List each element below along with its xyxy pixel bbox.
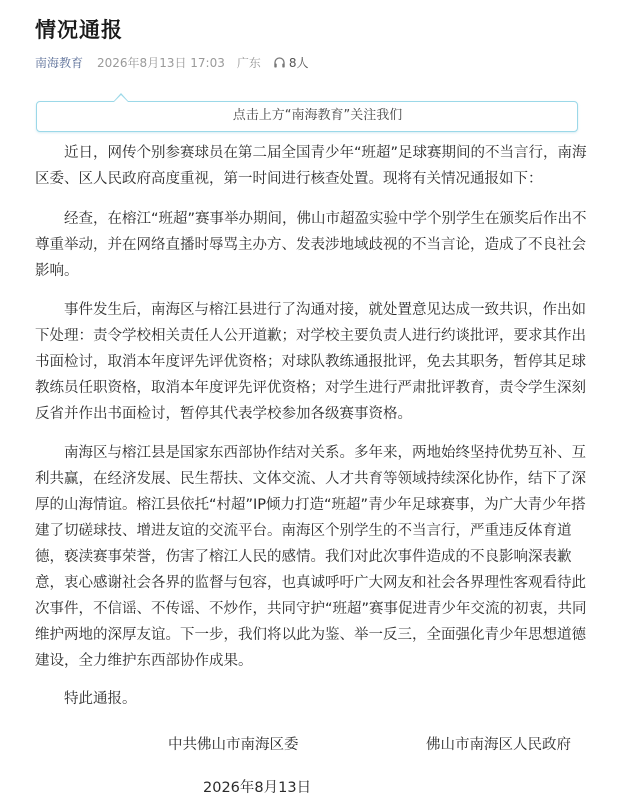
paragraph-2: [35, 206, 587, 284]
publish-location: 广东: [236, 55, 261, 70]
paragraph-line: 区委、区人民政府高度重视，第一时间进行核查处置。现将有关情况通报如下：: [35, 171, 543, 187]
paragraph-line: 经查，在榕江“班超”赛事举办期间，佛山市超盈实验中学个别学生在颁奖后作出不: [64, 211, 587, 227]
signature-left: 中共佛山市南海区委: [168, 737, 299, 753]
paragraph-line: 特此通报。: [64, 691, 137, 707]
paragraph-line: 建设，全力维护东西部协作成果。: [35, 653, 253, 669]
paragraph-line: 尊重举动，并在网络直播时辱骂主办方、发表涉地域歧视的不当言论，造成了不良社会: [35, 237, 586, 253]
paragraph-line: 德，亵渎赛事荣誉，伤害了榕江人民的感情。我们对此次事件造成的不良影响深表歉: [35, 549, 572, 565]
paragraph-line: 意，衷心感谢社会各界的监督与包容，也真诚呼吁广大网友和社会各界理性客观看待此: [35, 575, 586, 591]
paragraph-line: 书面检讨，取消本年度评先评优资格；对球队教练通报批评，免去其职务，暂停其足球: [35, 354, 586, 370]
account-name-link[interactable]: 南海教育: [35, 55, 84, 70]
paragraph-line: 南海区与榕江县是国家东西部协作结对关系。多年来，两地始终坚持优势互补、互: [64, 445, 586, 461]
paragraph-line: 近日，网传个别参赛球员在第二届全国青少年“班超”足球赛期间的不当言行，南海: [64, 145, 587, 161]
paragraph-line: 利共赢，在经济发展、民生帮扶、文体交流、人才共育等领域持续深化协作，结下了深: [35, 471, 586, 487]
paragraph-3: [35, 297, 586, 427]
paragraph-4: [35, 440, 587, 674]
paragraph-line: 次事件，不信谣、不传谣、不炒作，共同守护“班超”赛事促进青少年交流的初衷，共同: [35, 601, 587, 617]
paragraph-line: 厚的山海情谊。榕江县依托“村超”IP倾力打造“班超”青少年足球赛事，为广大青少年搭: [35, 497, 586, 513]
article-title: 情况通报: [35, 18, 123, 42]
paragraph-line: 建了切磋球技、增进友谊的交流平台。南海区个别学生的不当言行，严重违反体育道: [35, 523, 572, 539]
paragraph-line: 下处理：责令学校相关责任人公开道歉；对学校主要负责人进行约谈批评，要求其作出: [35, 328, 586, 344]
paragraph-line: 事件发生后，南海区与榕江县进行了沟通对接，就处置意见达成一致共识，作出如: [64, 302, 586, 318]
paragraph-1: [35, 140, 587, 192]
signature-right: 佛山市南海区人民政府: [426, 737, 571, 753]
follow-banner-pointer-inner: [114, 95, 128, 102]
paragraph-line: 反省并作出书面检讨，暂停其代表学校参加各级赛事资格。: [35, 406, 412, 422]
listen-count: 8人: [288, 55, 309, 70]
paragraph-line: 教练员任职资格，取消本年度评先评优资格；对学生进行严肃批评教育，责令学生深刻: [35, 380, 586, 396]
article-meta: [35, 53, 309, 71]
paragraph-5: [64, 686, 584, 712]
follow-banner-text[interactable]: 点击上方“南海教育”关注我们: [232, 108, 403, 123]
paragraph-line: 影响。: [35, 263, 79, 279]
signature-date: 2026年8月13日: [203, 780, 312, 796]
headphones-icon[interactable]: [273, 56, 286, 69]
publish-datetime: 2026年8月13日 17:03: [97, 55, 225, 70]
paragraph-line: 维护两地的深厚友谊。下一步，我们将以此为鉴、举一反三，全面强化青少年思想道德: [35, 627, 586, 643]
